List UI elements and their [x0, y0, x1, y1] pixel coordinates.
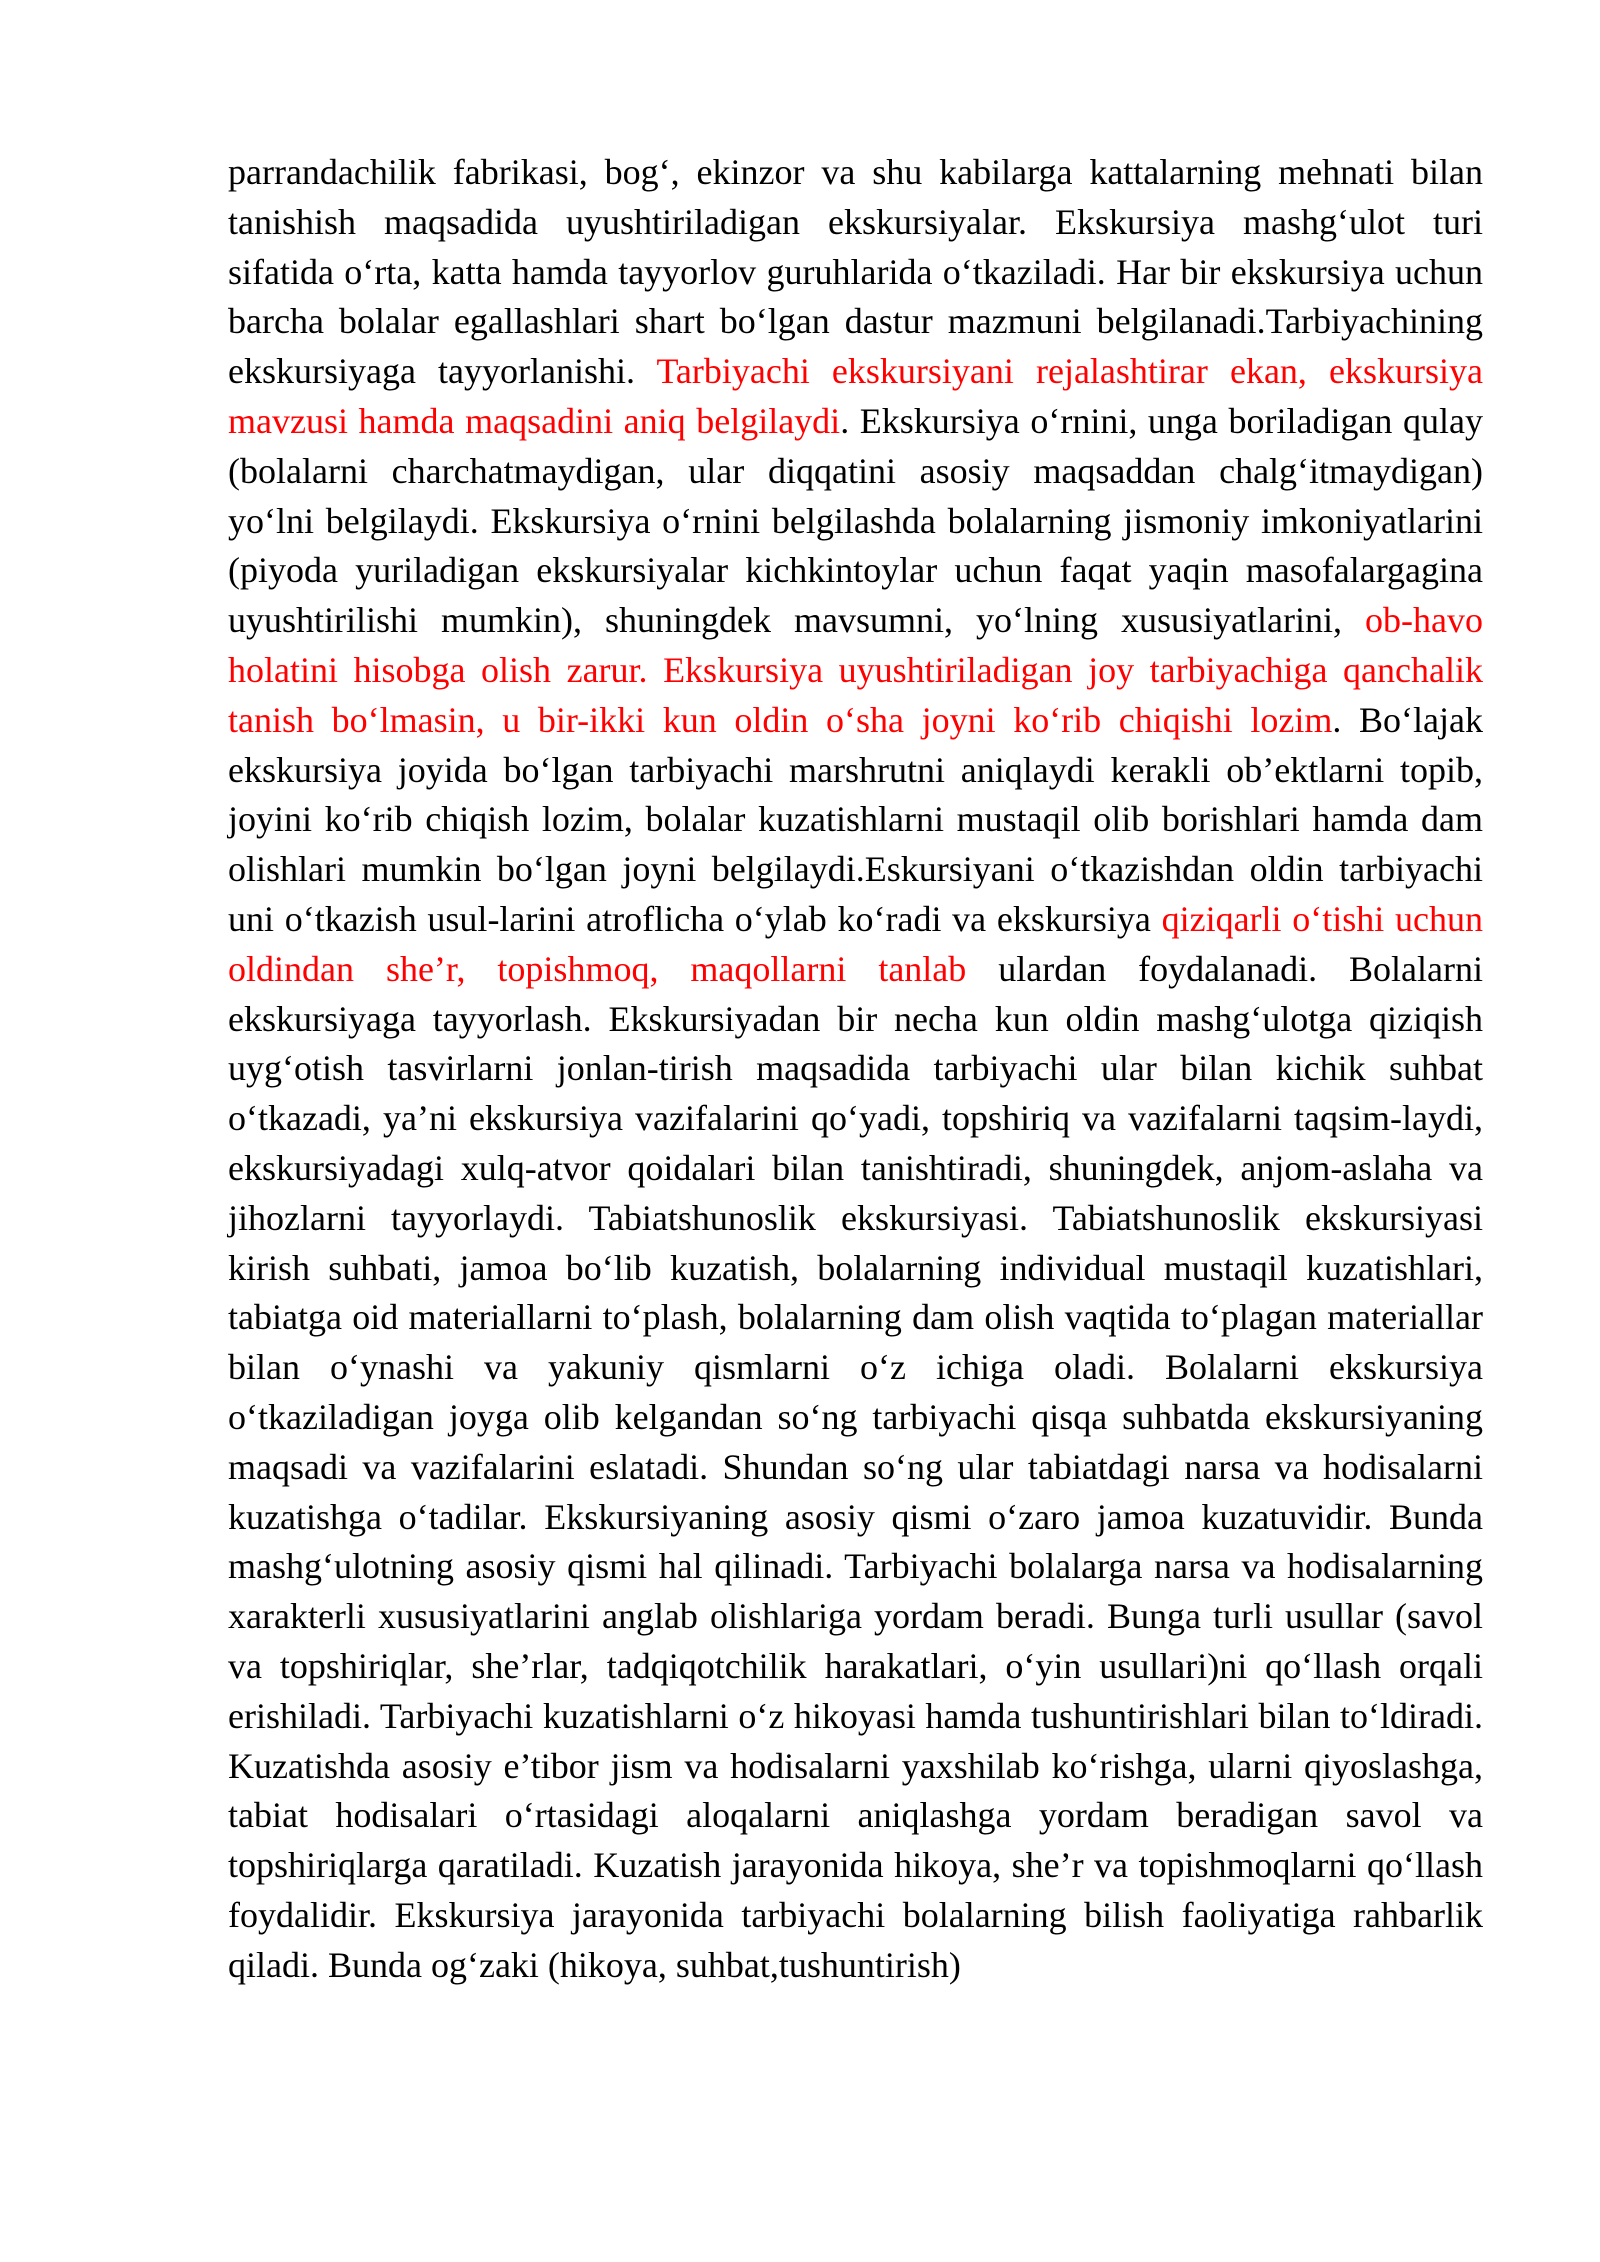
- text-run: . Ekskursiya o‘rnini, unga boriladigan qulay (bolalarni charchatmaydigan, ular diqqatini asosiy maqsaddan chalg‘itmaydigan) yo‘lni belgilaydi. Ekskursiya o‘rnini belgilashda bolalarning jismoniy imkoniyatlarini (piyoda yuriladigan ekskursiyalar kichkintoylar uchun faqat yaqin masofalargagina uyushtirilishi mumkin), shuningdek mavsumni, yo‘lning xususiyatlarini,: [228, 400, 1483, 641]
- text-run: . Bo‘lajak ekskursiya joyida bo‘lgan tarbiyachi marshrutni aniqlaydi kerakli ob’ektlarni topib, joyini ko‘rib chiqish lozim, bolalar kuzatishlarni mustaqil olib borishlari hamda dam olishlari mumkin bo‘lgan joyni belgilaydi.Eskursiyani o‘tkazishdan oldin tarbiyachi uni o‘tkazish usul-larini atroflicha o‘ylab ko‘radi va ekskursiya: [228, 699, 1483, 939]
- document-page: [228, 148, 1483, 1990]
- text-run: ulardan foydalanadi. Bolalarni ekskursiyaga tayyorlash. Ekskursiyadan bir necha kun oldin mashg‘ulotga qiziqish uyg‘otish tasvirlarni jonlan-tirish maqsadida tarbiyachi ular bilan kichik suhbat o‘tkazadi, ya’ni ekskursiya vazifalarini qo‘yadi, topshiriq va vazifalarni taqsim-laydi, ekskursiyadagi xulq-atvor qoidalari bilan tanishtiradi, shuningdek, anjom-aslaha va jihozlarni tayyorlaydi. Tabiatshunoslik ekskursiyasi. Tabiatshunoslik ekskursiyasi kirish suhbati, jamoa bo‘lib kuzatish, bolalarning individual mustaqil kuzatishlari, tabiatga oid materiallarni to‘plash, bolalarning dam olish vaqtida to‘plagan materiallar bilan o‘ynashi va yakuniy qismlarni o‘z ichiga oladi. Bolalarni ekskursiya o‘tkaziladigan joyga olib kelgandan so‘ng tarbiyachi qisqa suhbatda ekskursiyaning maqsadi va vazifalarini eslatadi. Shundan so‘ng ular tabiatdagi narsa va hodisalarni kuzatishga o‘tadilar. Ekskursiyaning asosiy qismi o‘zaro jamoa kuzatuvidir. Bunda mashg‘ulotning asosiy qismi hal qilinadi. Tarbiyachi bolalarga narsa va hodisalarning xarakterli xususiyatlarini anglab olishlariga yordam beradi. Bunga turli usullar (savol va topshiriqlar, she’rlar, tadqiqotchilik harakatlari, o‘yin usullari)ni qo‘llash orqali erishiladi. Tarbiyachi kuzatishlarni o‘z hikoyasi hamda tushuntirishlari bilan to‘ldiradi. Kuzatishda asosiy e’tibor jism va hodisalarni yaxshilab ko‘rishga, ularni qiyoslashga, tabiat hodisalari o‘rtasidagi aloqalarni aniqlashga yordam beradigan savol va topshiriqlarga qaratiladi. Kuzatish jarayonida hikoya, she’r va topishmoqlarni qo‘llash foydalidir. Ekskursiya jarayonida tarbiyachi bolalarning bilish faoliyatiga rahbarlik qiladi. Bunda og‘zaki (hikoya, suhbat,tushuntirish): [228, 948, 1483, 1985]
- text-run: parrandachilik fabrikasi, bog‘, ekinzor va shu kabilarga kattalarning mehnati bilan tanishish maqsadida uyushtiriladigan ekskursiyalar. Ekskursiya mashg‘ulot turi sifatida o‘rta, katta hamda tayyorlov guruhlarida o‘tkaziladi. Har bir ekskursiya uchun barcha bolalar egallashlari shart bo‘lgan dastur mazmuni belgilanadi.Tarbiyachining ekskursiyaga tayyorlanishi.: [228, 152, 1483, 392]
- highlighted-text-run: qiziqarli o‘tishi uchun oldindan she’r, topishmoq, maqollarni tanlab: [228, 898, 1483, 989]
- highlighted-text-run: ob-havo holatini hisobga olish zarur. Ekskursiya uyushtiriladigan joy tarbiyachiga qanchalik tanish bo‘lmasin, u bir-ikki kun oldin o‘sha joyni ko‘rib chiqishi lozim: [228, 600, 1483, 740]
- body-paragraph: [228, 148, 1483, 1990]
- highlighted-text-run: Tarbiyachi ekskursiyani rejalashtirar ekan, ekskursiya mavzusi hamda maqsadini aniq belgilaydi: [228, 351, 1483, 441]
